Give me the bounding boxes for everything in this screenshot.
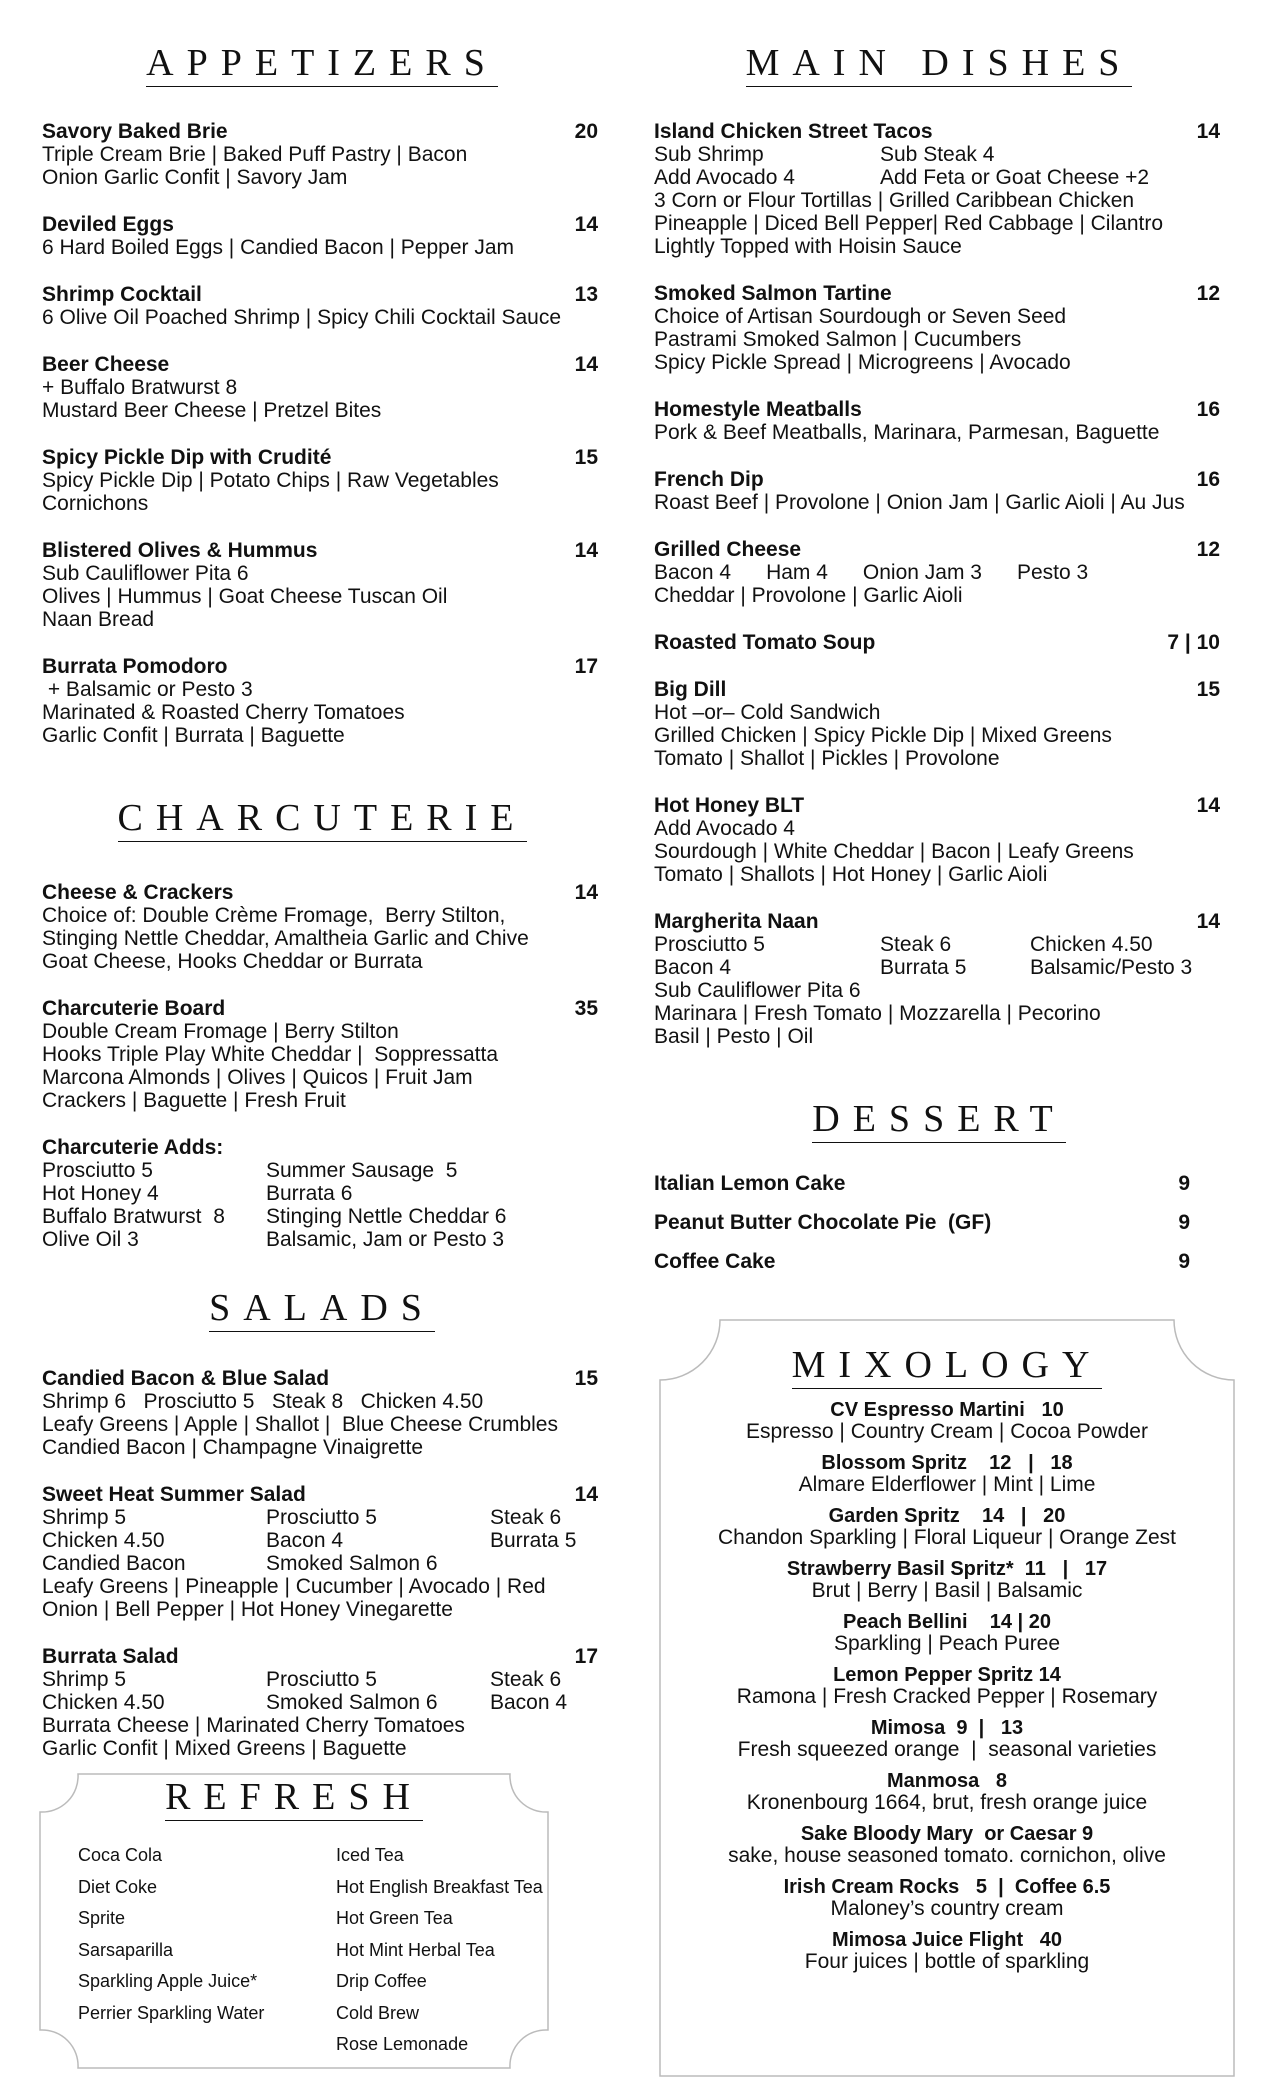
- menu-item: Burrata Salad 17 Shrimp 5 Prosciutto 5 Steak 6 Chicken 4.50 Smoked Salmon 6 Bacon 4 Burrata Cheese | Marinated Cherry Tomatoes Garlic Confit | Mixed Greens | Baguette: [42, 1645, 598, 1760]
- appetizers-list: [42, 120, 602, 747]
- menu-item: Deviled Eggs 14 6 Hard Boiled Eggs | Candied Bacon | Pepper Jam: [42, 213, 598, 259]
- menu-item: Savory Baked Brie 20 Triple Cream Brie | Baked Puff Pastry | Bacon Onion Garlic Confit | Savory Jam: [42, 120, 598, 189]
- refresh-item: Hot Mint Herbal Tea: [336, 1939, 495, 1960]
- menu-item: Homestyle Meatballs 16 Pork & Beef Meatballs, Marinara, Parmesan, Baguette: [654, 398, 1220, 444]
- charcuterie-list: [42, 881, 602, 1251]
- salads-list: [42, 1367, 602, 1760]
- appetizers-title: APPETIZERS: [42, 44, 602, 82]
- salads-title: SALADS: [42, 1289, 602, 1327]
- cocktail-item: Blossom Spritz 12 | 18 Almare Elderflower | Mint | Lime: [798, 1452, 1096, 1496]
- refresh-item: Sarsaparilla: [78, 1939, 174, 1960]
- refresh-item: Sparkling Apple Juice*: [78, 1971, 258, 1991]
- cocktail-item: Mimosa Juice Flight 40 Four juices | bottle of sparkling: [804, 1929, 1090, 1973]
- right-column: [654, 0, 1224, 1289]
- menu-item: Candied Bacon & Blue Salad 15 Shrimp 6 Prosciutto 5 Steak 8 Chicken 4.50 Leafy Greens | Apple | Shallot | Blue Cheese Crumbles Candied Bacon | Champagne Vinaigrette: [42, 1367, 598, 1459]
- menu-item: Margherita Naan 14 Prosciutto 5 Steak 6 Chicken 4.50 Bacon 4 Burrata 5 Balsamic/Pesto 3 Sub Cauliflower Pita 6 Marinara | Fresh Tomato | Mozzarella | Pecorino Basil | Pesto | Oil: [654, 910, 1220, 1048]
- refresh-item: Drip Coffee: [336, 1971, 427, 1991]
- cocktail-item: Strawberry Basil Spritz* 11 | 17 Brut | Berry | Basil | Balsamic: [786, 1558, 1108, 1602]
- dessert-list: [654, 1172, 1224, 1273]
- mixology-list: [658, 1400, 1236, 1983]
- left-column: [42, 0, 602, 1784]
- refresh-item: Diet Coke: [78, 1876, 158, 1897]
- menu-item: Cheese & Crackers 14 Choice of: Double Crème Fromage, Berry Stilton, Stinging Nettle Cheddar, Amaltheia Garlic and Chive Goat Cheese, Hooks Cheddar or Burrata: [42, 881, 598, 973]
- menu-item: Grilled Cheese 12 Bacon 4 Ham 4 Onion Jam 3 Pesto 3 Cheddar | Provolone | Garlic Aioli: [654, 538, 1220, 607]
- cocktail-item: Garden Spritz 14 | 20 Chandon Sparkling | Floral Liqueur | Orange Zest: [718, 1505, 1176, 1549]
- refresh-item: Sprite: [78, 1908, 126, 1928]
- menu-item: Smoked Salmon Tartine 12 Choice of Artisan Sourdough or Seven Seed Pastrami Smoked Salmon | Cucumbers Spicy Pickle Spread | Microgreens | Avocado: [654, 282, 1220, 374]
- refresh-title: REFRESH: [38, 1778, 550, 1816]
- refresh-item: Perrier Sparkling Water: [78, 2002, 265, 2023]
- cocktail-item: Irish Cream Rocks 5 | Coffee 6.5 Maloney’s country cream: [783, 1876, 1111, 1920]
- cocktail-item: Manmosa 8 Kronenbourg 1664, brut, fresh orange juice: [746, 1770, 1148, 1814]
- cocktail-item: Mimosa 9 | 13 Fresh squeezed orange | seasonal varieties: [737, 1717, 1157, 1761]
- refresh-panel: [38, 1772, 550, 2070]
- main-dishes-title: MAIN DISHES: [654, 44, 1224, 82]
- cocktail-item: CV Espresso Martini 10 Espresso | Country Cream | Cocoa Powder: [746, 1399, 1148, 1443]
- refresh-column-2: [336, 1840, 543, 2061]
- menu-item: Roasted Tomato Soup 7 | 10: [654, 631, 1220, 654]
- dessert-item: Coffee Cake 9: [654, 1250, 1190, 1273]
- menu-item: Blistered Olives & Hummus 14 Sub Cauliflower Pita 6 Olives | Hummus | Goat Cheese Tuscan Oil Naan Bread: [42, 539, 598, 631]
- refresh-column-1: [78, 1840, 278, 2061]
- cocktail-item: Sake Bloody Mary or Caesar 9 sake, house seasoned tomato. cornichon, olive: [728, 1823, 1166, 1867]
- charcuterie-title: CHARCUTERIE: [42, 799, 602, 837]
- refresh-item: Iced Tea: [336, 1845, 404, 1865]
- refresh-item: Coca Cola: [78, 1845, 163, 1865]
- mixology-panel: [658, 1318, 1236, 2078]
- refresh-item: Rose Lemonade: [336, 2034, 469, 2054]
- dessert-item: Peanut Butter Chocolate Pie (GF) 9: [654, 1211, 1190, 1234]
- cocktail-item: Peach Bellini 14 | 20 Sparkling | Peach Puree: [833, 1611, 1061, 1655]
- menu-item: Beer Cheese 14 + Buffalo Bratwurst 8 Mustard Beer Cheese | Pretzel Bites: [42, 353, 598, 422]
- menu-item: Charcuterie Board 35 Double Cream Fromage | Berry Stilton Hooks Triple Play White Cheddar | Soppressatta Marcona Almonds | Olives | Quicos | Fruit Jam Crackers | Baguette | Fresh Fruit: [42, 997, 598, 1112]
- dessert-title: DESSERT: [654, 1100, 1224, 1138]
- menu-item: Big Dill 15 Hot –or– Cold Sandwich Grilled Chicken | Spicy Pickle Dip | Mixed Greens Tomato | Shallot | Pickles | Provolone: [654, 678, 1220, 770]
- menu-item: Spicy Pickle Dip with Crudité 15 Spicy Pickle Dip | Potato Chips | Raw Vegetables Cornichons: [42, 446, 598, 515]
- menu-item: Shrimp Cocktail 13 6 Olive Oil Poached Shrimp | Spicy Chili Cocktail Sauce: [42, 283, 598, 329]
- menu-item: French Dip 16 Roast Beef | Provolone | Onion Jam | Garlic Aioli | Au Jus: [654, 468, 1220, 514]
- cocktail-item: Lemon Pepper Spritz 14 Ramona | Fresh Cracked Pepper | Rosemary: [736, 1664, 1158, 1708]
- refresh-item: Hot English Breakfast Tea: [336, 1876, 543, 1897]
- menu-item: Burrata Pomodoro 17 + Balsamic or Pesto 3 Marinated & Roasted Cherry Tomatoes Garlic Confit | Burrata | Baguette: [42, 655, 598, 747]
- charcuterie-adds: Charcuterie Adds: Prosciutto 5 Summer Sausage 5 Hot Honey 4 Burrata 6 Buffalo Bratwurst 8 Stinging Nettle Cheddar 6 Olive Oil 3 Balsamic, Jam or Pesto 3: [42, 1136, 507, 1251]
- menu-item: Island Chicken Street Tacos 14 Sub Shrimp Sub Steak 4 Add Avocado 4 Add Feta or Goat Cheese +2 3 Corn or Flour Tortillas | Grilled Caribbean Chicken Pineapple | Diced Bell Pepper| Red Cabbage | Cilantro Lightly Topped with Hoisin Sauce: [654, 120, 1220, 258]
- menu-item: Sweet Heat Summer Salad 14 Shrimp 5 Prosciutto 5 Steak 6 Chicken 4.50 Bacon 4 Burrata 5 Candied Bacon Smoked Salmon 6 Leafy Greens | Pineapple | Cucumber | Avocado | Red Onion | Bell Pepper | Hot Honey Vinegarette: [42, 1483, 598, 1621]
- dessert-item: Italian Lemon Cake 9: [654, 1172, 1190, 1195]
- mixology-title: MIXOLOGY: [658, 1346, 1236, 1384]
- refresh-item: Hot Green Tea: [336, 1908, 453, 1928]
- menu-item: Hot Honey BLT 14 Add Avocado 4 Sourdough | White Cheddar | Bacon | Leafy Greens Tomato | Shallots | Hot Honey | Garlic Aioli: [654, 794, 1220, 886]
- refresh-item: Cold Brew: [336, 2002, 420, 2023]
- main-dishes-list: [654, 120, 1224, 1048]
